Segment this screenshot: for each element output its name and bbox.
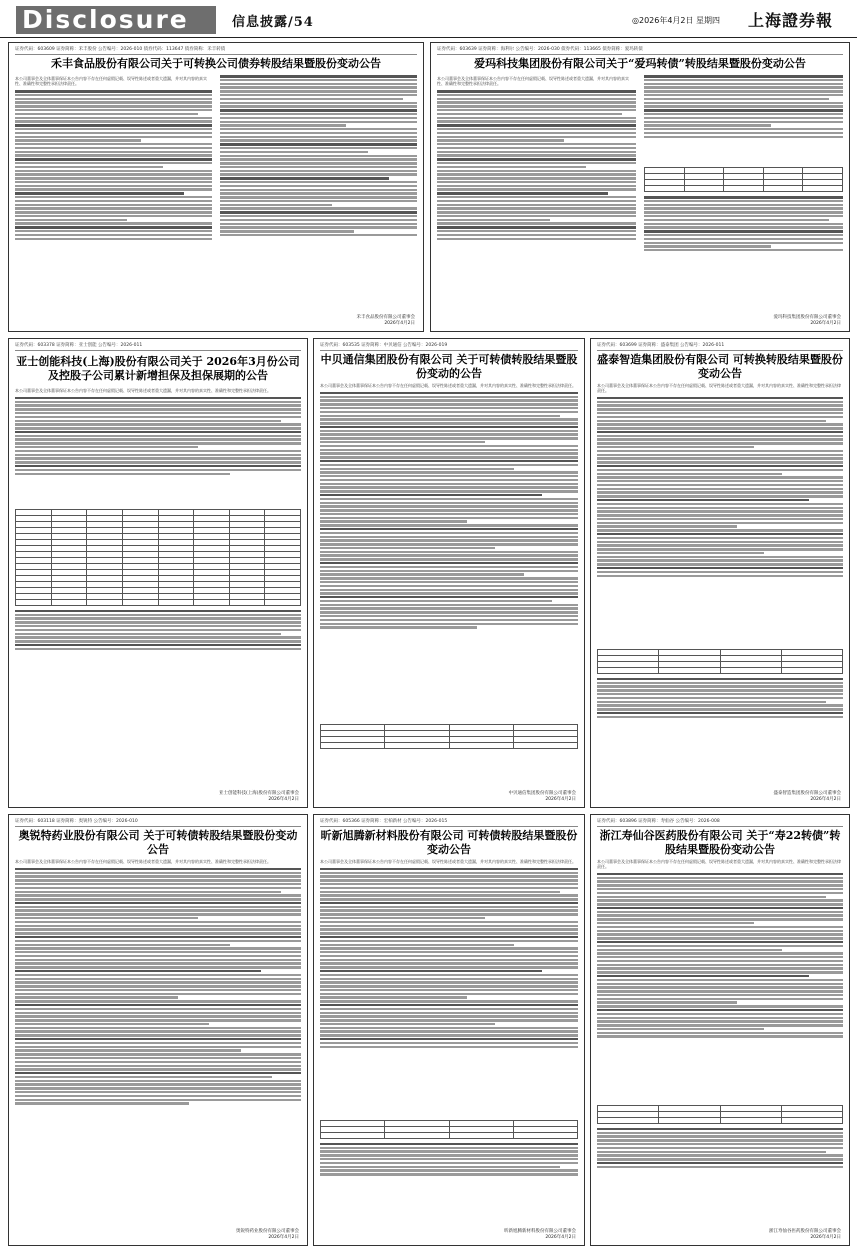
notice-body-text [320,1142,578,1192]
notice-body-text [320,391,578,721]
notice-title: 中贝通信集团股份有限公司 关于可转债转股结果暨股份变动的公告 [320,353,578,380]
guarantee-table [15,509,301,606]
notice-signature: 奥锐特药业股份有限公司董事会 2026年4月2日 [236,1229,299,1240]
masthead [0,0,857,38]
issue-date: ◎2026年4月2日 星期四 [632,16,721,25]
notice-disclaimer: 本公司董事会及全体董事保证本公告内容不存在任何虚假记载、误导性陈述或者重大遗漏，并对其内容的真实性、准确性和完整性承担法律责任。 [597,858,841,869]
notice-body-text [597,1127,843,1187]
notice-aima [430,42,850,332]
notice-body-text [644,195,843,275]
notice-disclaimer: 本公司董事会及全体董事保证本公告内容不存在任何虚假记载、误导性陈述或者重大遗漏，并对其内容的真实性、准确性和完整性承担法律责任。 [320,382,576,388]
notice-signature: 昕新旭腾新材料股份有限公司董事会 2026年4月2日 [504,1229,576,1240]
notice-signature: 爱玛科技集团股份有限公司董事会 2026年4月2日 [773,315,841,326]
share-change-table [320,1120,578,1139]
notice-title: 亚士创能科技(上海)股份有限公司关于 2026年3月份公司及控股子公司累计新增担保及担保展期的公告 [16,355,300,382]
notice-shengtai [590,338,850,808]
notice-disclaimer: 本公司董事会及全体董事保证本公告内容不存在任何虚假记载、误导性陈述或者重大遗漏，并对其内容的真实性、准确性和完整性承担法律责任。 [15,858,271,864]
notice-signature: 盛泰智造集团股份有限公司董事会 2026年4月2日 [773,791,841,802]
notice-yashi [8,338,308,808]
notice-signature: 亚士创能科技(上海)股份有限公司董事会 2026年4月2日 [218,791,299,802]
notice-title: 爱玛科技集团股份有限公司关于“爱玛转债”转股结果暨股份变动公告 [474,57,806,70]
notice-signature: 禾丰食品股份有限公司董事会 2026年4月2日 [356,315,415,326]
notice-body-text [437,89,636,299]
share-change-table [597,649,843,674]
notice-body-text [320,867,578,1117]
notice-body-text [597,396,843,646]
disclosure-logo: Disclosure [16,6,216,34]
notice-body-text [15,396,301,506]
notice-code-line: 证券代码：603699 证券简称：盛泰集团 公告编号：2026-011 [597,343,843,351]
notice-body-text [644,74,843,164]
notice-zhongbei [313,338,585,808]
notice-code-line: 证券代码：603639 证券简称：海利尔 公告编号：2026-030 债券代码：113665 债券简称：爱玛转债 [437,47,843,55]
notice-code-line: 证券代码：603378 证券简称：亚士创能 公告编号：2026-011 [15,343,301,351]
notice-body-text [15,867,301,1197]
notice-disclaimer: 本公司董事会及全体董事保证本公告内容不存在任何虚假记载、误导性陈述或者重大遗漏，并对其内容的真实性、准确性和完整性承担法律责任。 [320,858,576,864]
notice-title: 禾丰食品股份有限公司关于可转换公司债券转股结果暨股份变动公告 [51,57,381,70]
notice-title: 昕新旭腾新材料股份有限公司 可转债转股结果暨股份变动公告 [320,829,578,856]
notice-title: 奥锐特药业股份有限公司 关于可转债转股结果暨股份变动公告 [18,829,298,856]
notice-body-text [597,872,843,1102]
notice-disclaimer: 本公司董事会及全体董事保证本公告内容不存在任何虚假记载、误导性陈述或者重大遗漏，并对其内容的真实性、准确性和完整性承担法律责任。 [15,75,207,86]
notice-shouxiangu [590,814,850,1246]
notice-code-line: 证券代码：603609 证券简称：禾丰股份 公告编号：2026-010 债券代码：113647 债券简称：禾丰转债 [15,47,417,55]
notice-code-line: 证券代码：603118 证券简称：奥锐特 公告编号：2026-010 [15,819,301,827]
notice-disclaimer: 本公司董事会及全体董事保证本公告内容不存在任何虚假记载、误导性陈述或者重大遗漏，并对其内容的真实性、准确性和完整性承担法律责任。 [597,382,841,393]
notice-hefeng [8,42,424,332]
notice-body-text [220,74,417,299]
notice-title: 盛泰智造集团股份有限公司 可转换转股结果暨股份变动公告 [597,353,843,380]
notice-body-text [15,89,212,299]
newspaper-name: 上海證券報 [748,11,834,30]
notice-aoruite [8,814,308,1246]
notice-disclaimer: 本公司董事会及全体董事保证本公告内容不存在任何虚假记载、误导性陈述或者重大遗漏，并对其内容的真实性、准确性和完整性承担法律责任。 [437,75,629,86]
notice-code-line: 证券代码：605366 证券简称：宏柏新材 公告编号：2026-015 [320,819,578,827]
notice-title: 浙江寿仙谷医药股份有限公司 关于“寿22转债”转股结果暨股份变动公告 [599,829,841,856]
notice-disclaimer: 本公司董事会及全体董事保证本公告内容不存在任何虚假记载、误导性陈述或者重大遗漏，并对其内容的真实性、准确性和完整性承担法律责任。 [15,387,271,393]
notice-signature: 浙江寿仙谷医药股份有限公司董事会 2026年4月2日 [769,1229,841,1240]
section-title: 信息披露/54 [232,15,314,30]
share-change-table [320,724,578,749]
notice-body-text [15,609,301,669]
notice-code-line: 证券代码：603896 证券简称：寿仙谷 公告编号：2026-008 [597,819,843,827]
notice-signature: 中贝通信集团股份有限公司董事会 2026年4月2日 [508,791,576,802]
notice-body-text [597,677,843,737]
notice-code-line: 证券代码：603535 证券简称：中贝通信 公告编号：2026-019 [320,343,578,351]
notice-xinxuteng [313,814,585,1246]
share-change-table [644,167,843,192]
share-change-table [597,1105,843,1124]
